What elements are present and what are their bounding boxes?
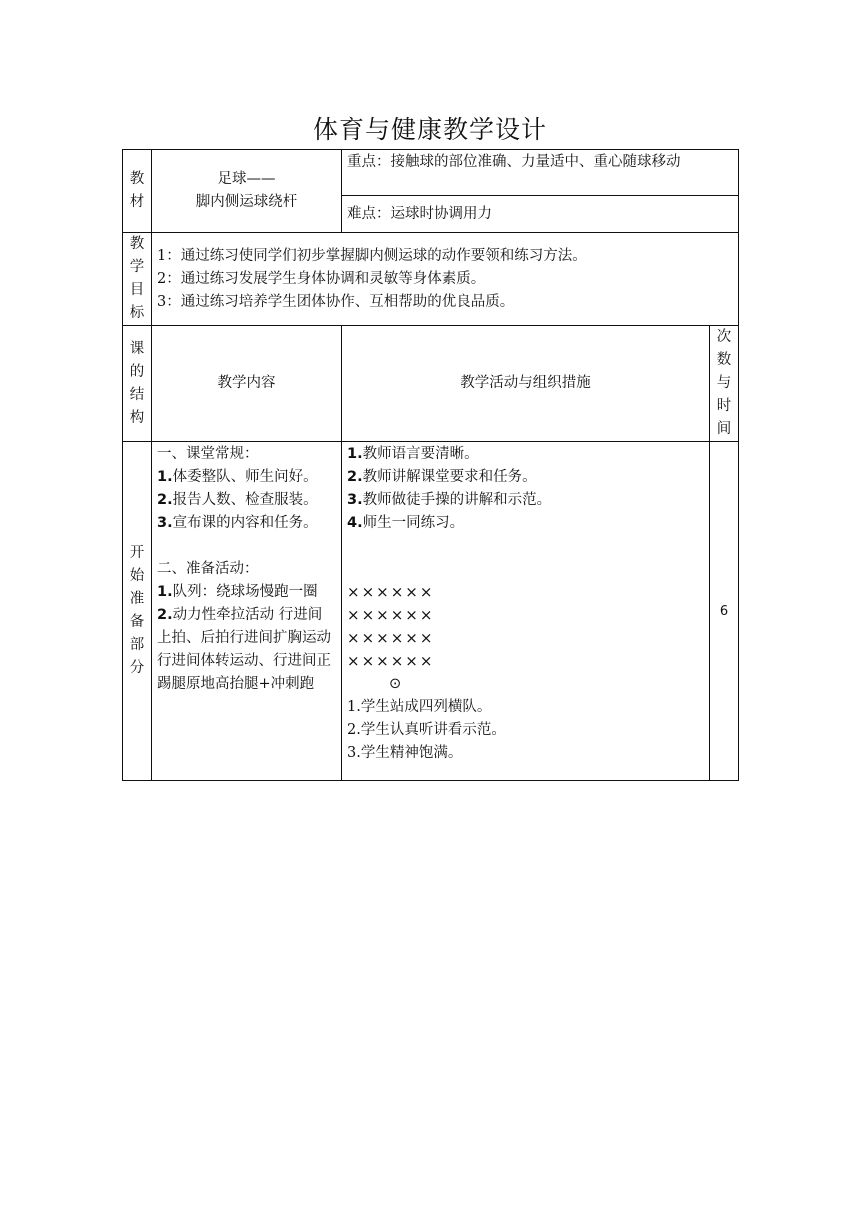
topic-cell	[152, 150, 342, 233]
structure-label: 课的结构	[129, 340, 145, 426]
goals-label-cell	[123, 233, 152, 326]
formation-row-1: ××××××	[347, 583, 435, 601]
key-point-text: 重点：接触球的部位准确、力量适中、重心随球移动	[347, 154, 681, 170]
formation-row-4: ××××××	[347, 652, 435, 670]
goal-item-3: 3：通过练习培养学生团体协作、互相帮助的优良品质。	[157, 293, 515, 310]
note-3: 3.学生精神饱满。	[347, 745, 463, 761]
time-header-cell	[710, 326, 739, 442]
time-header: 次数与时间	[716, 329, 732, 437]
material-label: 教材	[129, 171, 145, 210]
material-label-cell	[123, 150, 152, 233]
topic-line-2: 脚内侧运球绕杆	[195, 194, 298, 210]
goals-cell	[152, 233, 739, 326]
topic-line-1: 足球——	[217, 171, 276, 187]
difficulty-text: 难点：运球时协调用力	[347, 205, 492, 222]
part2-item-2: 2.动力性牵拉活动 行进间上拍、后拍行进间扩胸运动行进间体转运动、行进间正踢腿原地高抬腿+冲刺跑	[157, 607, 331, 692]
teacher-position-icon: ⊙	[389, 676, 402, 692]
key-point-cell	[342, 150, 739, 196]
goal-item-1: 1：通过练习使同学们初步掌握脚内侧运球的动作要领和练习方法。	[157, 247, 587, 264]
activity-item-2: 2.教师讲解课堂要求和任务。	[347, 469, 537, 485]
goals-row	[123, 233, 739, 326]
part1-item-1: 1.体委整队、师生问好。	[157, 469, 318, 485]
part1-item-2: 2.报告人数、检查服装。	[157, 492, 318, 508]
difficulty-cell	[342, 196, 739, 233]
start-label-cell	[123, 442, 152, 781]
formation-row-2: ××××××	[347, 606, 435, 624]
part2-title: 二、准备活动：	[157, 561, 259, 577]
part1-title: 一、课堂常规：	[157, 446, 259, 462]
note-1: 1.学生站成四列横队。	[347, 699, 492, 715]
start-content-cell	[152, 442, 342, 781]
part1-item-3: 3.宣布课的内容和任务。	[157, 515, 318, 531]
part2-item-1: 1.队列：绕球场慢跑一圈	[157, 584, 318, 600]
activity-item-3: 3.教师做徒手操的讲解和示范。	[347, 492, 552, 508]
start-label: 开始准备部分	[129, 545, 145, 676]
note-2: 2.学生认真听讲看示范。	[347, 722, 506, 738]
activity-header-cell	[342, 326, 710, 442]
formation-row-3: ××××××	[347, 629, 435, 647]
lesson-plan-table	[122, 149, 739, 781]
material-row	[123, 150, 739, 196]
content-header: 教学内容	[217, 375, 276, 391]
header-row	[123, 326, 739, 442]
activity-header: 教学活动与组织措施	[460, 375, 591, 391]
start-count-cell	[710, 442, 739, 781]
page-title: 体育与健康教学设计	[312, 115, 547, 144]
goal-item-2: 2：通过练习发展学生身体协调和灵敏等身体素质。	[157, 270, 486, 287]
start-activity-cell	[342, 442, 710, 781]
structure-label-cell	[123, 326, 152, 442]
content-header-cell	[152, 326, 342, 442]
goals-label: 教学目标	[129, 236, 145, 321]
start-section-row	[123, 442, 739, 781]
activity-item-4: 4.师生一同练习。	[347, 515, 465, 531]
start-count: 6	[719, 603, 729, 619]
activity-item-1: 1.教师语言要清晰。	[347, 446, 479, 462]
